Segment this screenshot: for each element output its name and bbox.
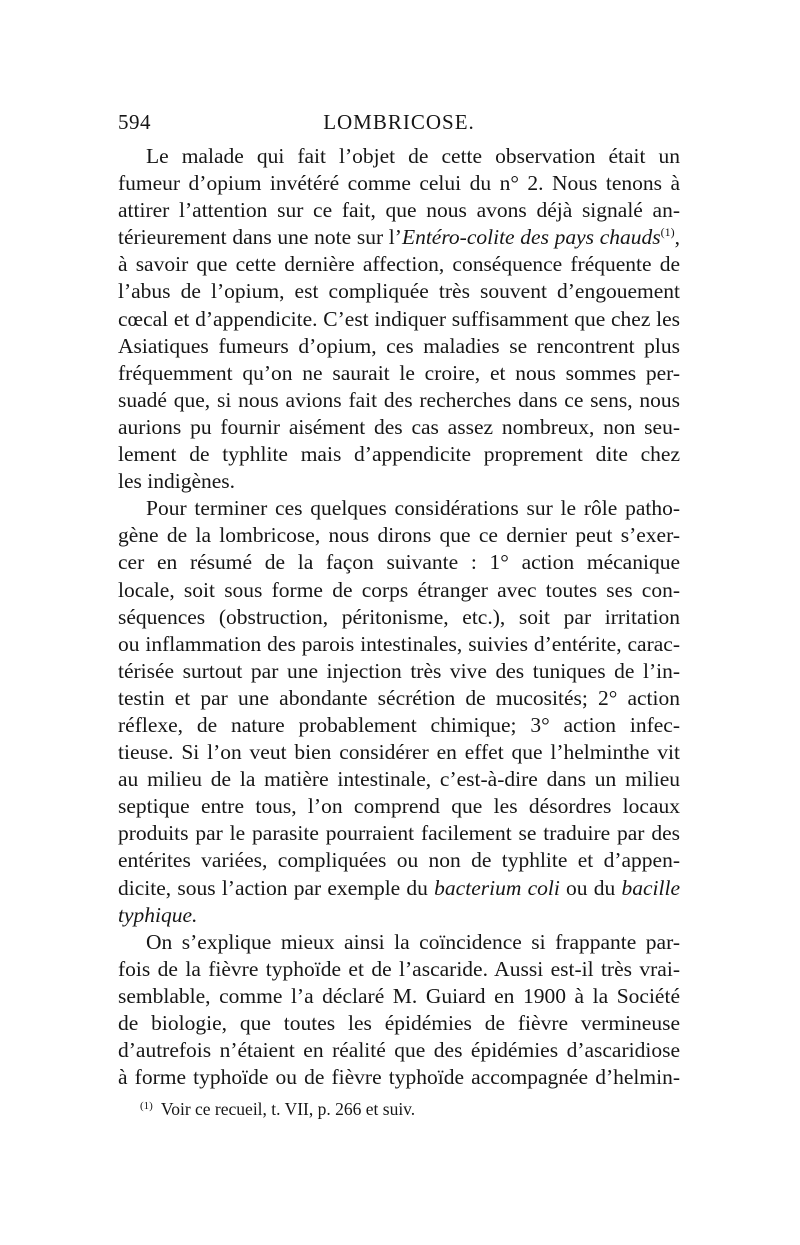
text-line: l’abus de l’opium, est compliquée très souvent d’engouement: [118, 279, 680, 304]
text-line: typhique.: [118, 902, 198, 927]
text-line: aurions pu fournir aisément des cas assez nombreux, non seu-: [118, 414, 680, 439]
text-line: lement de typhlite mais d’appendicite proprement dite chez: [118, 442, 680, 467]
footnote-text: Voir ce recueil, t. VII, p. 266 et suiv.: [160, 1099, 416, 1119]
body-text: [118, 143, 680, 1091]
note-ref-comma: ,: [674, 225, 680, 250]
text-line: fois de la fièvre typhoïde et de l’ascaride. Aussi est-il très vrai-: [118, 956, 680, 981]
text-line: réflexe, de nature probablement chimique; 3° action infec-: [118, 712, 680, 737]
text-line: Asiatiques fumeurs d’opium, ces maladies se rencontrent plus: [118, 333, 680, 358]
text-line: produits par le parasite pourraient facilement se traduire par des: [118, 821, 680, 846]
note-reference: (1): [660, 225, 675, 240]
text-line: septique entre tous, l’on comprend que les désordres locaux: [118, 794, 680, 819]
italic-title: Entéro-colite des pays chauds: [401, 225, 661, 250]
text-line: de biologie, que toutes les épidémies de fièvre vermineuse: [118, 1011, 680, 1035]
text-line: térisée surtout par une injection très vive des tuniques de l’in-: [118, 658, 680, 683]
text-line: ou inflammation des parois intestinales, suivies d’entérite, carac-: [118, 631, 680, 656]
text-line: testin et par une abondante sécrétion de mucosités; 2° action: [118, 685, 680, 710]
text-line: à forme typhoïde ou de fièvre typhoïde accompagnée d’helmin-: [118, 1065, 680, 1090]
italic-term: bacille: [621, 875, 680, 900]
running-title: LOMBRICOSE.: [323, 110, 475, 134]
text-line: térieurement dans une note sur l’Entéro-colite des pays chauds$^{(1)}$,: [118, 225, 680, 250]
text-line: gène de la lombricose, nous dirons que ce dernier peut s’exer-: [118, 523, 680, 548]
footnote: [140, 1099, 680, 1120]
text-line: d’autrefois n’étaient en réalité que des épidémies d’ascaridiose: [118, 1038, 680, 1063]
text-line: Pour terminer ces quelques considérations sur le rôle patho-: [146, 496, 680, 521]
footnote-mark: (1): [140, 1100, 153, 1112]
page-header: [118, 110, 680, 138]
text-line: séquences (obstruction, péritonisme, etc.), soit par irritation: [118, 604, 680, 629]
text-line: fréquemment qu’on ne saurait le croire, et nous sommes per-: [118, 360, 680, 385]
text-line: au milieu de la matière intestinale, c’est-à-dire dans un milieu: [118, 767, 680, 792]
text-line: cer en résumé de la façon suivante : 1° action mécanique: [118, 550, 680, 575]
text-line: tieuse. Si l’on veut bien considérer en effet que l’helminthe vit: [118, 740, 680, 765]
page-number: 594: [118, 110, 151, 134]
text-line: Le malade qui fait l’objet de cette observation était un: [146, 144, 680, 168]
italic-term: bacterium coli: [434, 875, 560, 900]
text-line: attirer l’attention sur ce fait, que nous avons déjà signalé an-: [118, 198, 680, 223]
text-line: semblable, comme l’a déclaré M. Guiard en 1900 à la Société: [118, 983, 680, 1008]
text-line: à savoir que cette dernière affection, conséquence fréquente de: [118, 252, 680, 277]
text-line: les indigènes.: [118, 469, 236, 494]
text-line: locale, soit sous forme de corps étranger avec toutes ses con-: [118, 577, 680, 602]
text-line: suadé que, si nous avions fait des recherches dans ce sens, nous: [118, 387, 680, 412]
text-line: cœcal et d’appendicite. C’est indiquer suffisamment que chez les: [118, 306, 680, 331]
text-line: entérites variées, compliquées ou non de typhlite et d’appen-: [118, 848, 680, 873]
text-line: dicite, sous l’action par exemple du bacterium coli ou du bacille: [118, 875, 680, 900]
text-line: On s’explique mieux ainsi la coïncidence si frappante par-: [146, 929, 680, 954]
text-line: fumeur d’opium invétéré comme celui du n° 2. Nous tenons à: [118, 171, 680, 196]
